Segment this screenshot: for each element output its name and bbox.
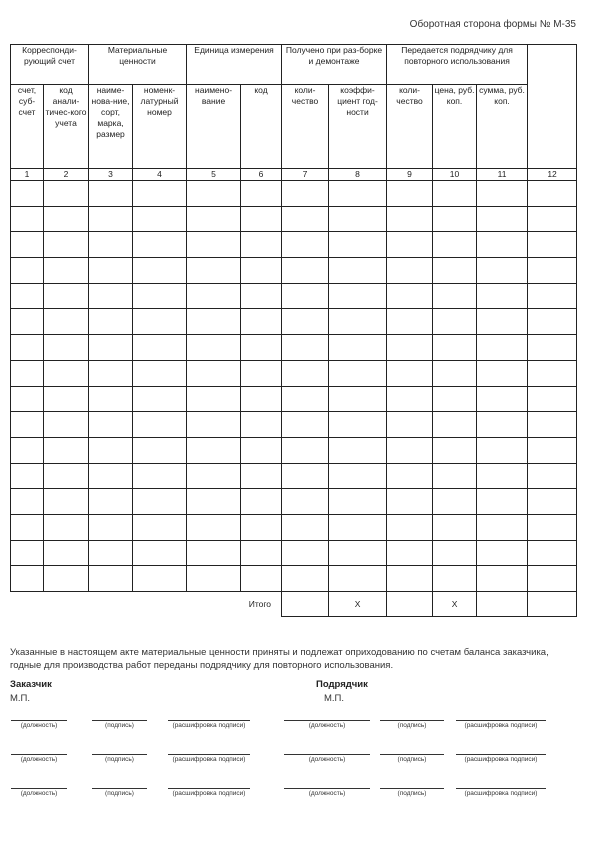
table-cell[interactable] [528,232,577,258]
table-cell[interactable] [133,283,187,309]
table-row [11,232,577,258]
table-cell[interactable] [433,463,477,489]
table-cell[interactable] [282,258,329,284]
table-row [11,540,577,566]
table-cell[interactable] [528,540,577,566]
signature-caption: (подпись) [397,756,427,763]
table-cell[interactable] [44,540,89,566]
table-cell[interactable] [11,206,44,232]
signature-line[interactable] [11,720,67,721]
table-cell[interactable] [282,335,329,361]
table-cell[interactable] [282,309,329,335]
table-cell[interactable] [528,412,577,438]
header-transferred: Передается подрядчику для повторного использования [387,45,528,85]
name-caption: (расшифровка подписи) [172,756,246,763]
table-cell[interactable] [477,309,528,335]
signature-caption: (подпись) [105,790,134,797]
table-cell[interactable] [282,489,329,515]
table-row [11,206,577,232]
table-cell[interactable] [387,386,433,412]
table-cell[interactable] [44,412,89,438]
table-cell[interactable] [241,514,282,540]
table-cell[interactable] [11,566,44,592]
table-cell[interactable] [387,181,433,207]
contractor-heading: Подрядчик [316,679,368,690]
table-cell[interactable] [187,463,241,489]
table-cell[interactable] [329,489,387,515]
table-cell[interactable] [329,412,387,438]
totals-label: Итого [248,598,272,609]
table-cell[interactable] [387,309,433,335]
table-cell[interactable] [528,360,577,386]
column-number: 10 [433,169,477,181]
signature-line[interactable] [284,754,370,755]
table-cell[interactable] [528,437,577,463]
table-cell[interactable] [387,360,433,386]
table-cell[interactable] [241,412,282,438]
table-cell[interactable] [187,232,241,258]
table-cell[interactable] [282,360,329,386]
column-number: 7 [282,169,329,181]
signature-line[interactable] [11,788,67,789]
table-cell[interactable] [133,206,187,232]
table-cell[interactable] [433,181,477,207]
table-cell[interactable] [282,283,329,309]
table-cell[interactable] [433,258,477,284]
table-cell[interactable] [528,309,577,335]
table-cell[interactable] [282,566,329,592]
column-number: 12 [528,169,577,181]
table-cell[interactable] [528,489,577,515]
table-cell[interactable] [89,181,133,207]
table-cell[interactable] [44,437,89,463]
table-cell[interactable] [477,360,528,386]
table-cell[interactable] [11,386,44,412]
subheader-cell: наиме-нова-ние, сорт, марка, размер [89,85,133,169]
table-cell[interactable] [241,540,282,566]
total-cell[interactable] [387,592,433,617]
table-cell[interactable] [387,514,433,540]
table-cell[interactable] [187,514,241,540]
table-cell[interactable] [387,412,433,438]
total-cell[interactable] [477,592,528,617]
table-cell[interactable] [241,386,282,412]
table-row [11,514,577,540]
table-cell[interactable] [282,540,329,566]
table-cell[interactable] [44,206,89,232]
table-cell[interactable] [433,335,477,361]
table-cell[interactable] [433,232,477,258]
subheader-cell: сумма, руб. коп. [477,85,528,169]
table-cell[interactable] [44,489,89,515]
table-cell[interactable] [89,283,133,309]
table-cell[interactable] [329,566,387,592]
table-cell[interactable] [11,463,44,489]
acceptance-note: Указанные в настоящем акте материальные ценности приняты и подлежат оприходованию по счетам баланса заказчика, годные для производства работ переданы подрядчику для повторного использования. [10,647,549,671]
table-cell[interactable] [187,258,241,284]
position-caption: (должность) [20,722,58,729]
table-row [11,360,577,386]
table-cell[interactable] [187,206,241,232]
position-caption: (должность) [20,790,58,797]
table-cell[interactable] [44,232,89,258]
total-cell[interactable] [282,592,329,617]
subheader-cell: цена, руб. коп. [433,85,477,169]
table-cell[interactable] [433,360,477,386]
materials-table [10,44,577,617]
signature-line[interactable] [284,788,370,789]
table-cell[interactable] [528,206,577,232]
table-cell[interactable] [11,514,44,540]
name-caption: (расшифровка подписи) [464,722,538,729]
table-cell[interactable] [187,181,241,207]
table-cell[interactable] [187,335,241,361]
table-row [11,335,577,361]
column-number: 4 [133,169,187,181]
totals-row [11,592,577,617]
signature-line[interactable] [168,754,250,755]
signature-line[interactable] [92,720,147,721]
table-cell[interactable] [133,309,187,335]
table-cell[interactable] [528,463,577,489]
table-cell[interactable] [89,540,133,566]
table-cell[interactable] [11,232,44,258]
table-cell[interactable] [89,514,133,540]
table-cell[interactable] [241,463,282,489]
table-cell[interactable] [241,258,282,284]
table-row [11,386,577,412]
table-cell[interactable] [282,514,329,540]
table-cell[interactable] [282,412,329,438]
table-cell[interactable] [241,566,282,592]
table-cell[interactable] [528,386,577,412]
total-x-mark: Х [433,592,477,617]
table-cell[interactable] [89,360,133,386]
table-cell[interactable] [241,232,282,258]
table-cell[interactable] [387,258,433,284]
table-cell[interactable] [528,181,577,207]
table-cell[interactable] [89,437,133,463]
table-row [11,309,577,335]
signature-caption: (подпись) [105,756,134,763]
table-cell[interactable] [133,181,187,207]
position-caption: (должность) [308,722,346,729]
table-row [11,283,577,309]
signature-line[interactable] [168,720,250,721]
table-cell[interactable] [89,232,133,258]
subheader-cell: коли-чество [282,85,329,169]
name-caption: (расшифровка подписи) [172,790,246,797]
header-corr-account: Корреспонди-рующий счет [11,45,89,85]
signature-line[interactable] [168,788,250,789]
table-cell[interactable] [282,232,329,258]
signature-line[interactable] [380,754,444,755]
table-cell[interactable] [89,463,133,489]
table-cell[interactable] [282,463,329,489]
table-cell[interactable] [187,489,241,515]
signature-line[interactable] [380,720,444,721]
table-cell[interactable] [477,386,528,412]
signature-line[interactable] [380,788,444,789]
table-cell[interactable] [44,514,89,540]
table-cell[interactable] [433,206,477,232]
table-cell[interactable] [241,206,282,232]
table-cell[interactable] [387,437,433,463]
signature-caption: (подпись) [105,722,134,729]
table-cell[interactable] [44,309,89,335]
table-cell[interactable] [11,283,44,309]
table-cell[interactable] [387,566,433,592]
subheader-cell: код [241,85,282,169]
table-cell[interactable] [187,412,241,438]
table-cell[interactable] [387,232,433,258]
table-cell[interactable] [433,309,477,335]
table-cell[interactable] [528,258,577,284]
table-cell[interactable] [477,489,528,515]
table-cell[interactable] [187,283,241,309]
table-cell[interactable] [187,540,241,566]
table-cell[interactable] [89,412,133,438]
table-cell[interactable] [133,412,187,438]
table-cell[interactable] [329,540,387,566]
table-cell[interactable] [282,206,329,232]
table-cell[interactable] [11,412,44,438]
signature-line[interactable] [11,754,67,755]
table-cell[interactable] [187,437,241,463]
table-cell[interactable] [433,386,477,412]
table-cell[interactable] [44,181,89,207]
table-cell[interactable] [433,489,477,515]
table-cell[interactable] [241,437,282,463]
column-number: 1 [11,169,44,181]
table-cell[interactable] [477,335,528,361]
table-cell[interactable] [433,514,477,540]
table-cell[interactable] [11,309,44,335]
table-row [11,489,577,515]
table-cell[interactable] [89,309,133,335]
table-cell[interactable] [89,258,133,284]
name-caption: (расшифровка подписи) [464,756,538,763]
table-cell[interactable] [187,386,241,412]
signature-line[interactable] [92,788,147,789]
table-cell[interactable] [133,463,187,489]
table-cell[interactable] [11,437,44,463]
table-cell[interactable] [477,258,528,284]
table-cell[interactable] [44,463,89,489]
table-cell[interactable] [133,540,187,566]
table-cell[interactable] [89,206,133,232]
signature-caption: (подпись) [397,790,427,797]
table-cell[interactable] [133,360,187,386]
contractor-stamp-label: М.П. [324,693,345,704]
table-cell[interactable] [187,309,241,335]
table-cell[interactable] [329,437,387,463]
header-received: Получено при раз-борке и демонтаже [282,45,387,85]
table-cell[interactable] [11,181,44,207]
form-title: Оборотная сторона формы № М-35 [409,19,576,30]
table-cell[interactable] [44,360,89,386]
signature-line[interactable] [92,754,147,755]
table-cell[interactable] [477,206,528,232]
table-cell[interactable] [133,514,187,540]
table-cell[interactable] [329,335,387,361]
subheader-cell: наимено-вание [187,85,241,169]
signature-caption: (подпись) [397,722,427,729]
table-cell[interactable] [387,335,433,361]
table-cell[interactable] [477,566,528,592]
table-cell[interactable] [89,489,133,515]
subheader-cell: счет, суб-счет [11,85,44,169]
table-cell[interactable] [528,566,577,592]
table-cell[interactable] [241,309,282,335]
header-unit: Единица измерения [187,45,282,85]
table-cell[interactable] [477,283,528,309]
table-cell[interactable] [433,283,477,309]
subheader-cell: код анали-тичес-кого учета [44,85,89,169]
table-cell[interactable] [187,566,241,592]
table-cell[interactable] [44,283,89,309]
table-cell[interactable] [241,283,282,309]
table-cell[interactable] [282,386,329,412]
table-cell[interactable] [528,514,577,540]
table-cell[interactable] [477,232,528,258]
table-row [11,463,577,489]
subheader-cell: коли-чество [387,85,433,169]
table-row [11,258,577,284]
table-cell[interactable] [329,181,387,207]
table-cell[interactable] [44,258,89,284]
table-cell[interactable] [528,283,577,309]
customer-heading: Заказчик [10,679,52,690]
table-cell[interactable] [133,566,187,592]
column-number: 11 [477,169,528,181]
table-cell[interactable] [387,489,433,515]
table-cell[interactable] [89,566,133,592]
column-number: 5 [187,169,241,181]
table-cell[interactable] [241,335,282,361]
table-cell[interactable] [11,540,44,566]
table-cell[interactable] [477,412,528,438]
column-number: 6 [241,169,282,181]
table-cell[interactable] [433,412,477,438]
total-x-mark: Х [329,592,387,617]
customer-stamp-label: М.П. [10,693,31,704]
table-cell[interactable] [433,566,477,592]
table-cell[interactable] [133,232,187,258]
total-cell[interactable] [528,592,577,617]
table-cell[interactable] [477,463,528,489]
table-cell[interactable] [329,258,387,284]
table-cell[interactable] [329,360,387,386]
table-cell[interactable] [329,283,387,309]
table-cell[interactable] [387,540,433,566]
table-row [11,412,577,438]
table-cell[interactable] [282,437,329,463]
table-row [11,437,577,463]
table-cell[interactable] [11,360,44,386]
name-caption: (расшифровка подписи) [172,722,246,729]
table-cell[interactable] [44,386,89,412]
table-cell[interactable] [433,437,477,463]
table-cell[interactable] [329,232,387,258]
table-cell[interactable] [329,206,387,232]
column-number: 2 [44,169,89,181]
table-cell[interactable] [11,335,44,361]
table-cell[interactable] [44,566,89,592]
table-cell[interactable] [329,309,387,335]
table-cell[interactable] [477,437,528,463]
table-cell[interactable] [387,206,433,232]
table-cell[interactable] [387,463,433,489]
table-cell[interactable] [528,335,577,361]
table-cell[interactable] [133,489,187,515]
signature-line[interactable] [456,788,546,789]
subheader-cell: коэффи-циент год-ности [329,85,387,169]
table-row [11,181,577,207]
column-number: 3 [89,169,133,181]
table-cell[interactable] [477,514,528,540]
signature-line[interactable] [456,754,546,755]
table-cell[interactable] [133,386,187,412]
table-cell[interactable] [187,360,241,386]
header-materials: Материальные ценности [89,45,187,85]
table-cell[interactable] [89,335,133,361]
signature-line[interactable] [456,720,546,721]
header-col-12 [528,45,577,169]
table-cell[interactable] [89,386,133,412]
column-number: 9 [387,169,433,181]
table-cell[interactable] [241,489,282,515]
name-caption: (расшифровка подписи) [464,790,538,797]
table-cell[interactable] [11,258,44,284]
signature-line[interactable] [284,720,370,721]
table-row [11,566,577,592]
table-body [11,181,577,592]
table-cell[interactable] [11,489,44,515]
position-caption: (должность) [20,756,58,763]
position-caption: (должность) [308,790,346,797]
column-number: 8 [329,169,387,181]
table-cell[interactable] [477,181,528,207]
subheader-cell: номенк-латурный номер [133,85,187,169]
table-cell[interactable] [133,437,187,463]
table-cell[interactable] [44,335,89,361]
table-cell[interactable] [241,360,282,386]
table-cell[interactable] [329,463,387,489]
position-caption: (должность) [308,756,346,763]
table-cell[interactable] [133,258,187,284]
table-cell[interactable] [433,540,477,566]
table-cell[interactable] [329,386,387,412]
table-cell[interactable] [241,181,282,207]
table-cell[interactable] [387,283,433,309]
table-cell[interactable] [329,514,387,540]
table-cell[interactable] [282,181,329,207]
table-cell[interactable] [477,540,528,566]
table-cell[interactable] [133,335,187,361]
